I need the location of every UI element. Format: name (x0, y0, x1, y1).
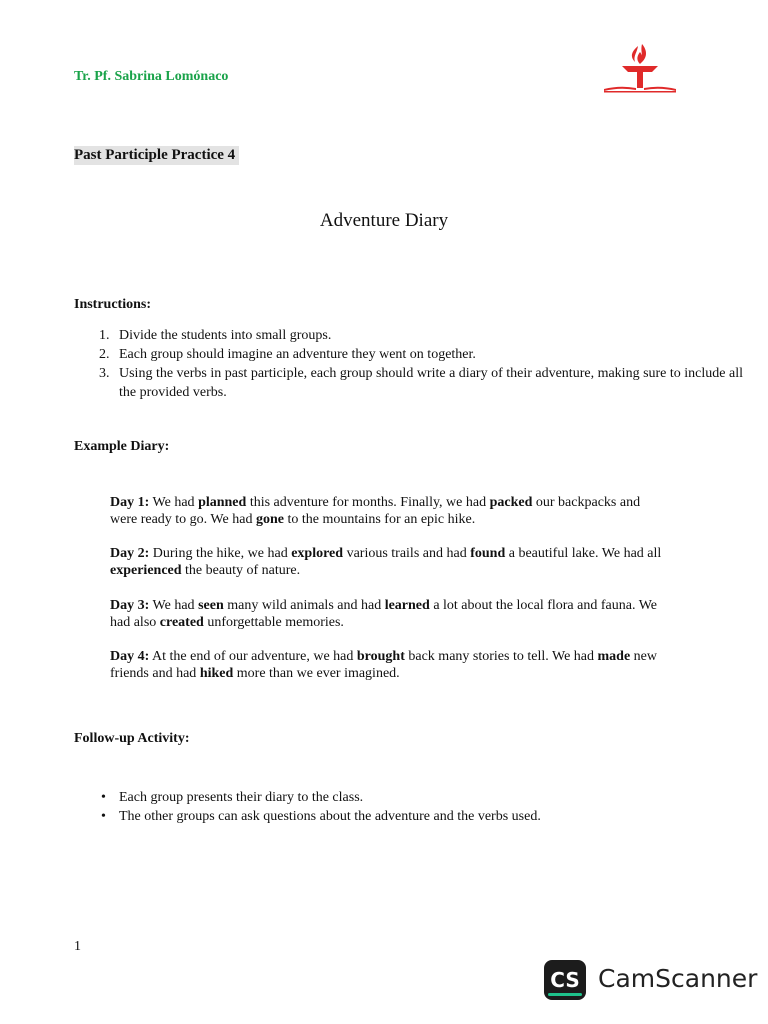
entry-text: various trails and had (343, 546, 471, 561)
day-label: Day 4: (110, 649, 150, 664)
camscanner-watermark (544, 958, 758, 1002)
diary-entry-day-3 (110, 597, 670, 631)
page-number: 1 (74, 939, 81, 954)
entry-text: this adventure for months. Finally, we had (246, 495, 490, 510)
verb: planned (198, 495, 247, 510)
verb: brought (356, 649, 405, 664)
camscanner-logo-icon: CS (544, 960, 586, 1000)
entry-text: During the hike, we had (149, 546, 292, 561)
verb: packed (489, 495, 533, 510)
entry-text: a beautiful lake. We had all (505, 546, 662, 561)
entry-text: back many stories to tell. We had (404, 649, 598, 664)
verb: found (470, 546, 506, 561)
author-name: Tr. Pf. Sabrina Lomónaco (74, 69, 229, 84)
instructions-heading: Instructions: (74, 297, 152, 312)
verb: seen (198, 598, 224, 613)
entry-text: to the mountains for an epic hike. (283, 512, 476, 527)
list-item: Divide the students into small groups. (119, 328, 332, 343)
day-label: Day 1: (110, 495, 150, 510)
verb: created (159, 615, 204, 630)
verb: made (597, 649, 631, 664)
verb: learned (384, 598, 430, 613)
entry-text: We had (149, 598, 199, 613)
entry-text: our backpacks and were ready to go. We had (110, 495, 641, 527)
diary-entry-day-4 (110, 648, 670, 682)
verb: experienced (110, 563, 182, 578)
list-item: Using the verbs in past participle, each group should write a diary of their adventure, making sure to include all the provided verbs. (119, 366, 743, 400)
day-label: Day 2: (110, 546, 150, 561)
entry-text: a lot about the local flora and fauna. We had also (110, 598, 658, 630)
list-item: • The other groups can ask questions about the adventure and the verbs used. (119, 807, 739, 826)
example-diary-heading: Example Diary: (74, 439, 170, 454)
verb: hiked (199, 666, 234, 681)
practice-title: Past Participle Practice 4 (74, 146, 239, 165)
diary-entry-day-1 (110, 494, 670, 528)
entry-text: unforgettable memories. (203, 615, 344, 630)
camscanner-wordmark: CamScanner (598, 964, 758, 993)
follow-up-heading: Follow-up Activity: (74, 731, 190, 746)
list-item: • Each group presents their diary to the class. (119, 788, 739, 807)
document-title: Adventure Diary (319, 210, 449, 231)
entry-text: At the end of our adventure, we had (149, 649, 357, 664)
entry-text: many wild animals and had (223, 598, 385, 613)
entry-text: We had (149, 495, 199, 510)
day-label: Day 3: (110, 598, 150, 613)
institution-flame-logo-icon (600, 42, 680, 94)
verb: gone (255, 512, 284, 527)
entry-text: the beauty of nature. (181, 563, 301, 578)
entry-text: more than we ever imagined. (233, 666, 400, 681)
list-item: Each group should imagine an adventure they went on together. (119, 347, 476, 362)
instructions-list (74, 326, 759, 402)
diary-entry-day-2 (110, 545, 670, 579)
follow-up-list (74, 788, 739, 826)
verb: explored (291, 546, 344, 561)
entry-text: new friends and had (110, 649, 657, 681)
